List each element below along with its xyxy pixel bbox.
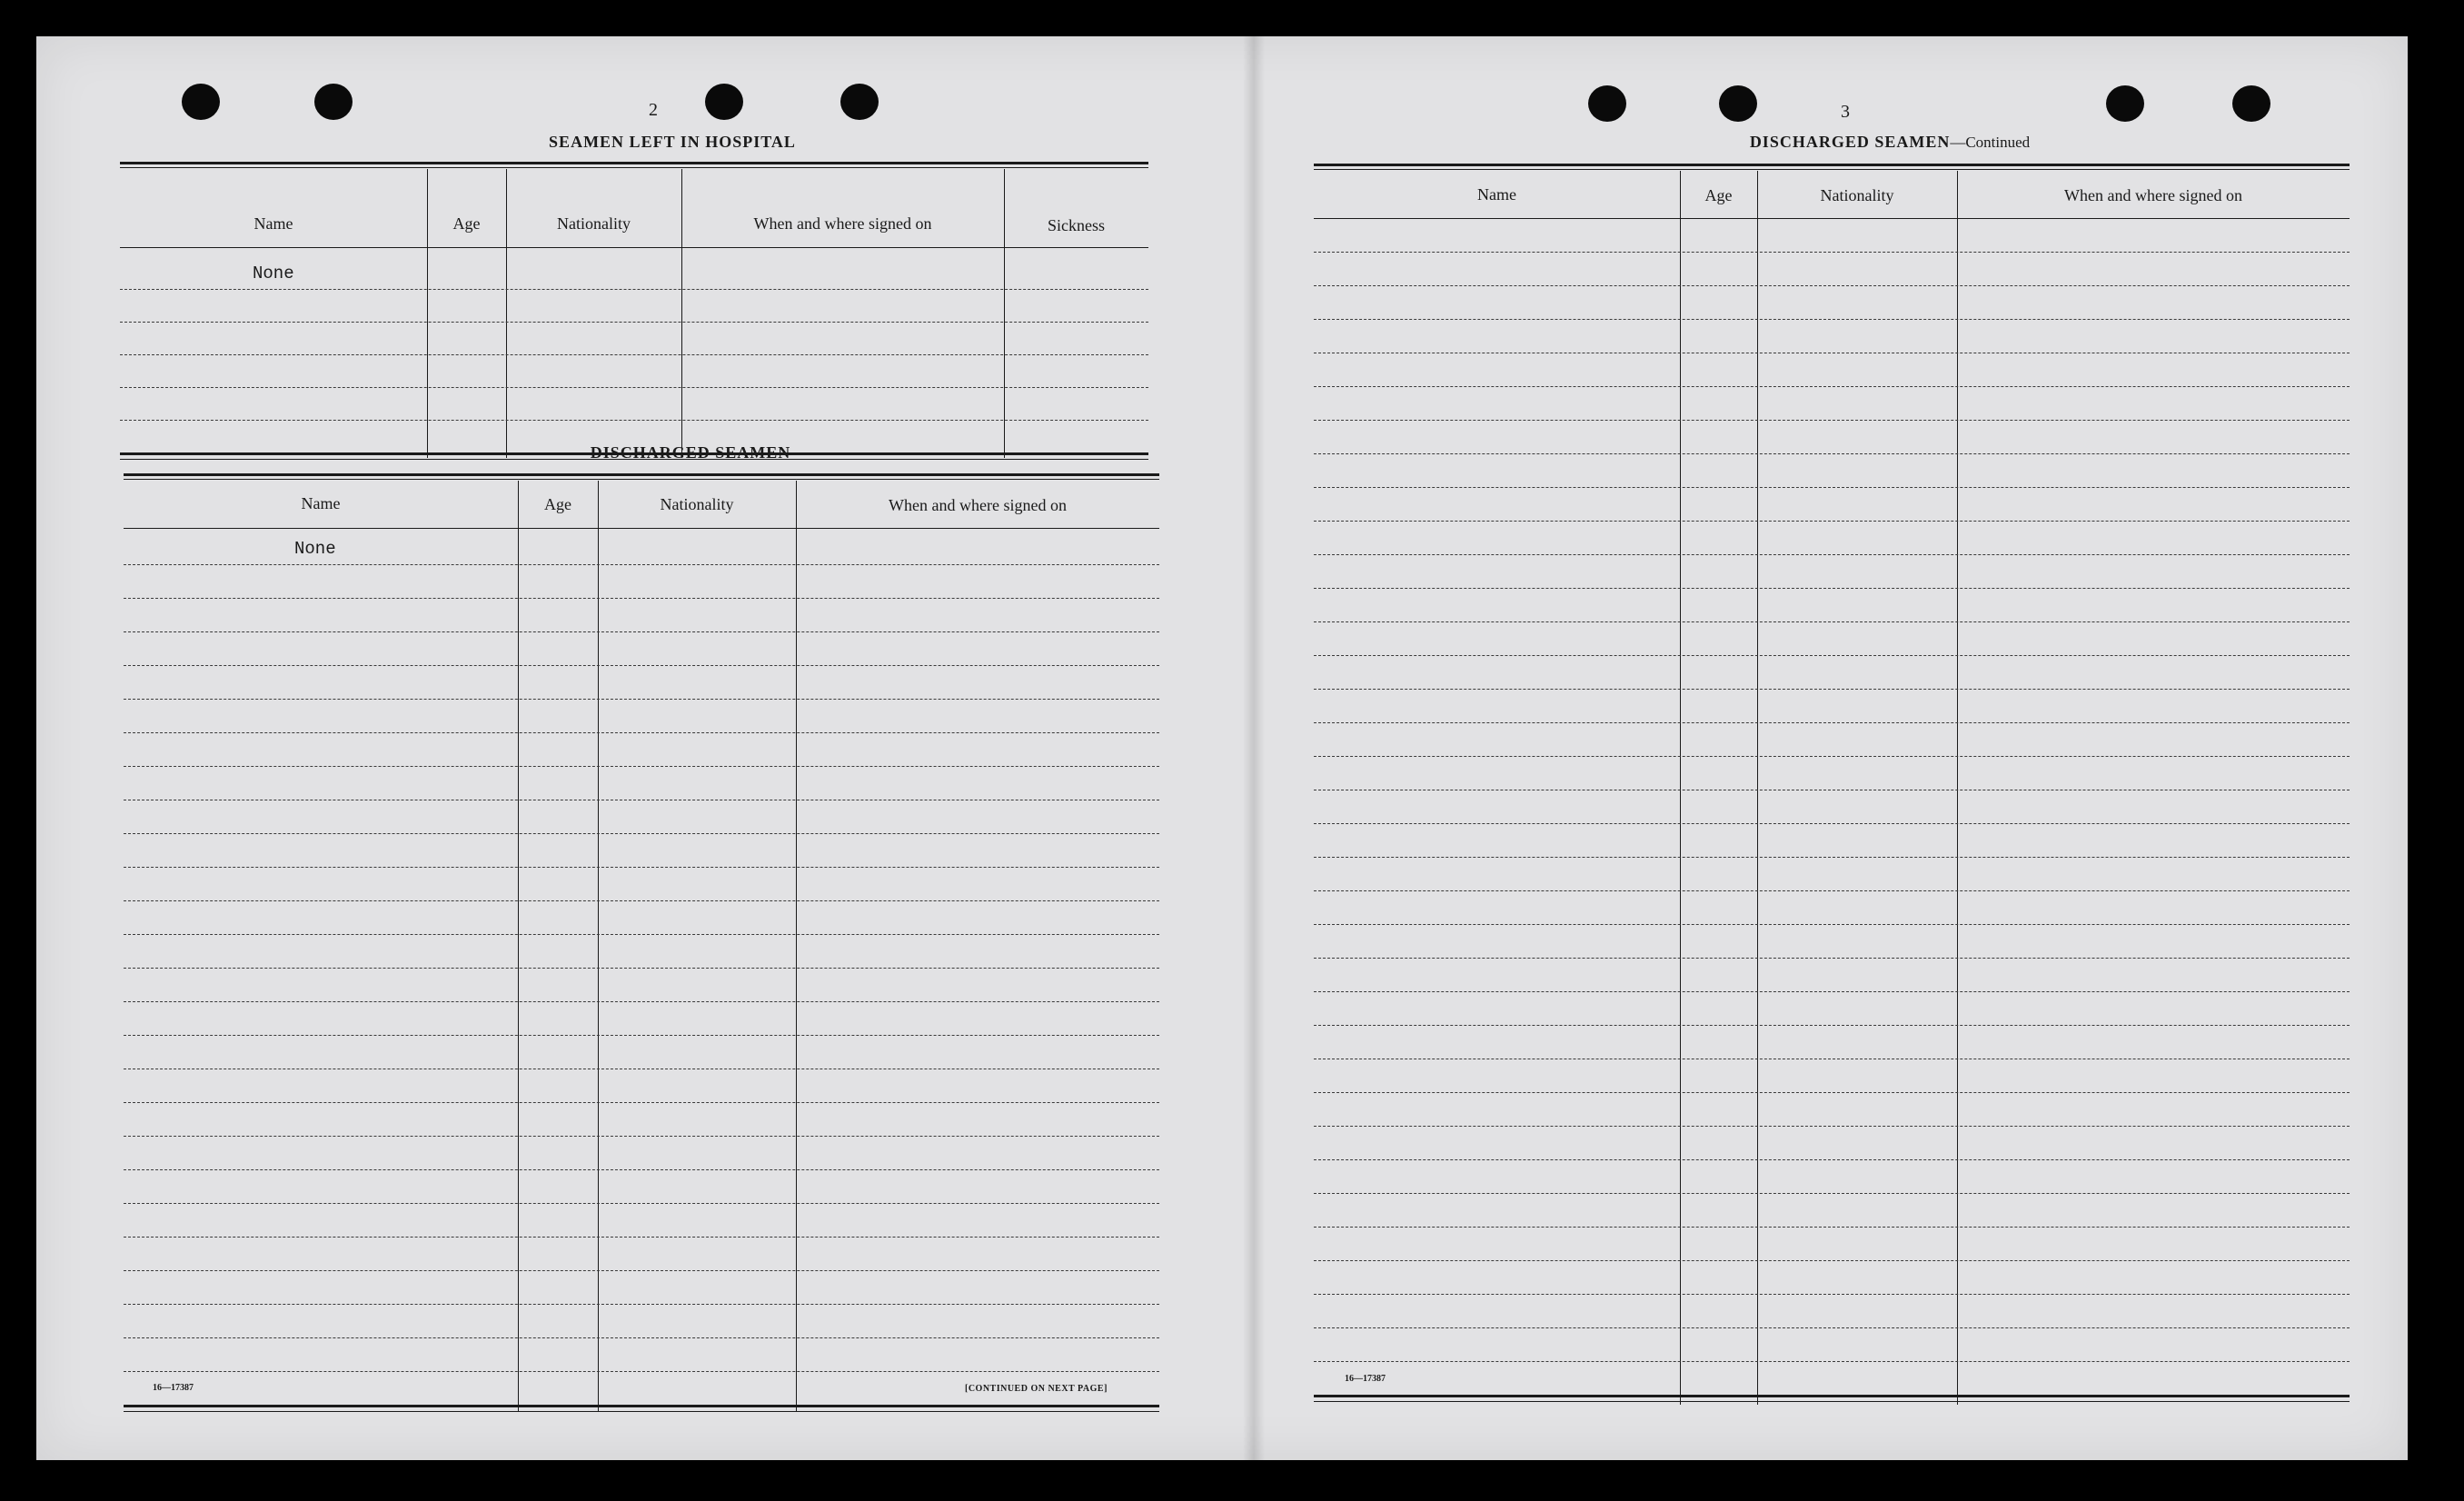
column-header-sickness: Sickness (1048, 216, 1105, 234)
table-top-rule (1314, 164, 2350, 166)
column-divider (1757, 171, 1758, 1405)
column-divider (518, 481, 519, 1412)
table-bottom-rule (1314, 1401, 2350, 1402)
row-line (1314, 857, 2350, 858)
row-line (1314, 285, 2350, 286)
row-line (1314, 1227, 2350, 1228)
row-line (1314, 386, 2350, 387)
discharged-continued-title-suffix: —Continued (1950, 134, 2031, 151)
column-divider (681, 169, 682, 458)
row-line (1314, 319, 2350, 320)
row-line (1314, 823, 2350, 824)
page-number-right: 3 (1841, 102, 1850, 122)
row-line (124, 732, 1159, 733)
row-line (124, 1337, 1159, 1338)
row-line (124, 598, 1159, 599)
punch-hole (2106, 85, 2144, 122)
discharged-continued-title (1563, 133, 2217, 152)
row-line (1314, 924, 2350, 925)
column-header-age: Age (1704, 186, 1733, 204)
punch-hole (1719, 85, 1757, 122)
punch-hole (1588, 85, 1626, 122)
document-sheet (36, 36, 2408, 1460)
row-line (124, 867, 1159, 868)
row-line (1314, 1294, 2350, 1295)
table-bottom-rule (124, 1411, 1159, 1412)
row-line (124, 1270, 1159, 1271)
punch-hole (705, 84, 743, 120)
row-line (124, 766, 1159, 767)
table-top-rule (1314, 169, 2350, 170)
column-header-signed-on: When and where signed on (889, 496, 1067, 514)
row-line (124, 631, 1159, 632)
row-line (124, 968, 1159, 969)
column-divider (427, 169, 428, 458)
row-line (1314, 1361, 2350, 1362)
entry-name: None (294, 539, 336, 559)
table-top-rule (120, 167, 1148, 168)
column-divider (796, 481, 797, 1412)
table-top-rule (124, 473, 1159, 476)
discharged-table (124, 473, 1159, 1414)
column-header-nationality: Nationality (1820, 186, 1894, 204)
row-line (1314, 1193, 2350, 1194)
column-divider (1680, 171, 1681, 1405)
row-line (124, 1237, 1159, 1238)
row-line (124, 1304, 1159, 1305)
column-header-age: Age (452, 214, 481, 233)
discharged-continued-title-main: DISCHARGED SEAMEN (1749, 133, 1951, 151)
table-top-rule (124, 479, 1159, 480)
row-line (124, 564, 1159, 565)
table-header-rule (1314, 218, 2350, 219)
row-line (124, 934, 1159, 935)
continued-note: [CONTINUED ON NEXT PAGE] (965, 1384, 1108, 1394)
punch-hole (314, 84, 353, 120)
row-line (1314, 689, 2350, 690)
row-line (1314, 1327, 2350, 1328)
row-line (120, 387, 1148, 388)
row-line (1314, 756, 2350, 757)
column-header-signed-on: When and where signed on (2064, 186, 2242, 204)
row-line (1314, 1092, 2350, 1093)
page-number-left: 2 (649, 100, 658, 120)
entry-name: None (253, 263, 294, 283)
row-line (1314, 420, 2350, 421)
column-header-name: Name (253, 214, 293, 233)
column-header-nationality: Nationality (557, 214, 631, 233)
row-line (1314, 521, 2350, 522)
column-divider (1957, 171, 1958, 1405)
row-line (120, 322, 1148, 323)
row-line (124, 1371, 1159, 1372)
row-line (1314, 554, 2350, 555)
row-line (1314, 991, 2350, 992)
hospital-table (120, 162, 1148, 462)
row-line (1314, 1126, 2350, 1127)
table-top-rule (120, 162, 1148, 164)
row-line (124, 1035, 1159, 1036)
row-line (124, 1203, 1159, 1204)
table-header-rule (120, 247, 1148, 248)
column-header-name: Name (301, 494, 341, 512)
row-line (124, 699, 1159, 700)
row-line (124, 1169, 1159, 1170)
discharged-continued-table (1314, 164, 2350, 1406)
row-line (124, 1136, 1159, 1137)
column-divider (506, 169, 507, 458)
form-number: 16—17387 (1345, 1374, 1386, 1384)
table-header-rule (124, 528, 1159, 529)
column-header-nationality: Nationality (660, 495, 734, 513)
row-line (1314, 1025, 2350, 1026)
row-line (1314, 453, 2350, 454)
row-line (124, 900, 1159, 901)
column-divider (598, 481, 599, 1412)
row-line (1314, 588, 2350, 589)
row-line (1314, 722, 2350, 723)
hospital-section-title: SEAMEN LEFT IN HOSPITAL (549, 133, 796, 151)
discharged-section-title: DISCHARGED SEAMEN (590, 443, 791, 462)
row-line (1314, 487, 2350, 488)
row-line (120, 420, 1148, 421)
column-header-age: Age (544, 495, 571, 513)
row-line (124, 1001, 1159, 1002)
column-header-signed-on: When and where signed on (753, 214, 932, 233)
row-line (124, 1102, 1159, 1103)
row-line (124, 665, 1159, 666)
punch-hole (182, 84, 220, 120)
punch-hole (840, 84, 879, 120)
row-line (1314, 958, 2350, 959)
table-bottom-rule (124, 1405, 1159, 1407)
form-number: 16—17387 (153, 1383, 194, 1393)
column-divider (1004, 169, 1005, 458)
row-line (120, 354, 1148, 355)
row-line (1314, 1260, 2350, 1261)
row-line (1314, 655, 2350, 656)
punch-hole (2232, 85, 2270, 122)
row-line (124, 833, 1159, 834)
row-line (1314, 252, 2350, 253)
column-header-name: Name (1477, 185, 1516, 204)
table-bottom-rule (1314, 1395, 2350, 1397)
row-line (1314, 890, 2350, 891)
page-fold (1243, 36, 1265, 1460)
row-line (1314, 621, 2350, 622)
row-line (1314, 1159, 2350, 1160)
row-line (120, 289, 1148, 290)
